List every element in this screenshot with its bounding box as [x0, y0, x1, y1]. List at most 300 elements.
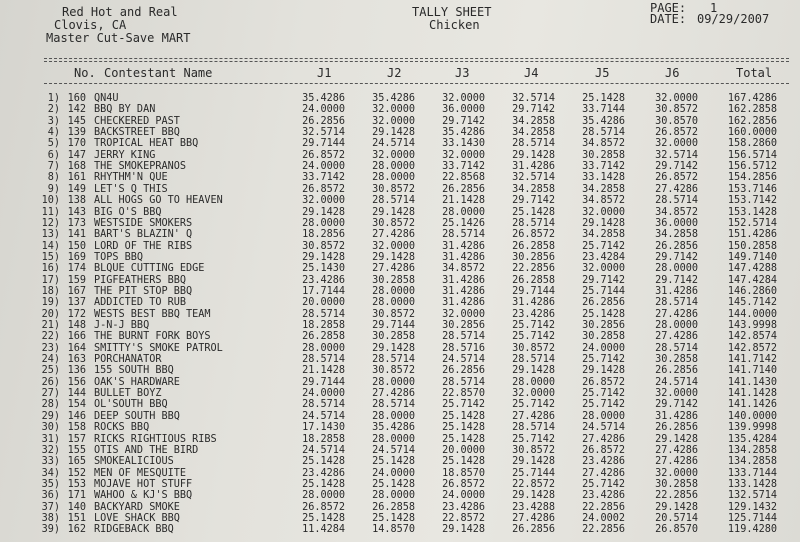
judge-5-score: 34.8572 — [582, 138, 625, 150]
judge-3-score: 31.4286 — [442, 297, 485, 309]
judge-3-score: 28.5716 — [442, 342, 485, 354]
judge-1-score: 26.8572 — [302, 149, 345, 161]
contestant-name: WAHOO & KJ'S BBQ — [94, 490, 193, 502]
contestant-name: LORD OF THE RIBS — [94, 240, 193, 252]
judge-3-score: 26.8572 — [442, 478, 485, 490]
judge-4-score: 29.1428 — [512, 456, 555, 468]
judge-2-score: 28.5714 — [372, 399, 415, 411]
judge-3-score: 33.1430 — [442, 138, 485, 150]
contestant-number: 141 — [67, 229, 86, 241]
judge-2-score: 28.0000 — [372, 433, 415, 445]
table-row — [0, 490, 800, 502]
judge-2-score: 32.0000 — [372, 104, 415, 116]
total-score: 132.5714 — [727, 490, 777, 502]
judge-2-score: 29.1428 — [372, 251, 415, 263]
judge-3-score: 22.8570 — [442, 388, 485, 400]
header-rule-top — [44, 58, 789, 59]
judge-2-score: 27.4286 — [372, 388, 415, 400]
judge-2-score: 28.0000 — [372, 172, 415, 184]
judge-4-score: 28.0000 — [512, 376, 555, 388]
contestant-name: BLQUE CUTTING EDGE — [94, 263, 205, 275]
judge-6-score: 30.2858 — [655, 478, 698, 490]
contestant-number: 149 — [67, 183, 86, 195]
judge-5-score: 25.7144 — [582, 285, 625, 297]
judge-5-score: 24.5714 — [582, 422, 625, 434]
judge-6-score: 27.4286 — [655, 331, 698, 343]
judge-1-score: 24.5714 — [302, 444, 345, 456]
judge-4-score: 25.1428 — [512, 206, 555, 218]
col-header-j5: J5 — [595, 66, 610, 80]
page-number: 1 — [710, 1, 718, 15]
table-row — [0, 93, 800, 105]
total-score: 139.9998 — [727, 422, 777, 434]
judge-6-score: 28.0000 — [655, 263, 698, 275]
judge-4-score: 25.7142 — [512, 433, 555, 445]
judge-4-score: 29.1428 — [512, 490, 555, 502]
table-row — [0, 275, 800, 287]
contestant-name: ALL HOGS GO TO HEAVEN — [94, 195, 223, 207]
judge-3-score: 22.8572 — [442, 512, 485, 524]
total-score: 147.4284 — [727, 274, 777, 286]
judge-5-score: 26.2856 — [582, 297, 625, 309]
col-header-no: No. — [74, 66, 96, 80]
judge-3-score: 36.0000 — [442, 104, 485, 116]
judge-6-score: 26.8572 — [655, 127, 698, 139]
judge-6-score: 27.4286 — [655, 308, 698, 320]
contestant-number: 163 — [67, 354, 86, 366]
contestant-number: 173 — [67, 217, 86, 229]
contestant-name: TROPICAL HEAT BBQ — [94, 138, 199, 150]
total-score: 146.2860 — [727, 285, 777, 297]
row-rank: 33) — [41, 456, 60, 468]
judge-5-score: 24.0002 — [582, 512, 625, 524]
judge-2-score: 30.2858 — [372, 274, 415, 286]
row-rank: 11) — [41, 206, 60, 218]
judge-6-score: 28.5714 — [655, 297, 698, 309]
table-row — [0, 502, 800, 514]
judge-1-score: 18.2856 — [302, 229, 345, 241]
judge-6-score: 31.4286 — [655, 410, 698, 422]
judge-3-score: 20.0000 — [442, 444, 485, 456]
judge-2-score: 25.1428 — [372, 478, 415, 490]
table-row — [0, 445, 800, 457]
row-rank: 2) — [47, 104, 60, 116]
judge-3-score: 26.2856 — [442, 183, 485, 195]
judge-4-score: 25.7142 — [512, 331, 555, 343]
row-rank: 4) — [47, 127, 60, 139]
contestant-name: DEEP SOUTH BBQ — [94, 410, 180, 422]
judge-3-score: 22.8568 — [442, 172, 485, 184]
judge-2-score: 35.4286 — [372, 422, 415, 434]
contestant-number: 169 — [67, 251, 86, 263]
table-row — [0, 377, 800, 389]
row-rank: 17) — [41, 274, 60, 286]
judge-4-score: 32.5714 — [512, 172, 555, 184]
table-row — [0, 127, 800, 139]
judge-2-score: 30.8572 — [372, 365, 415, 377]
judge-5-score: 25.7142 — [582, 240, 625, 252]
col-header-j2: J2 — [387, 66, 402, 80]
judge-4-score: 28.5714 — [512, 138, 555, 150]
judge-6-score: 29.7142 — [655, 251, 698, 263]
table-row — [0, 513, 800, 525]
judge-1-score: 23.4286 — [302, 467, 345, 479]
judge-4-score: 23.4286 — [512, 308, 555, 320]
judge-2-score: 28.5714 — [372, 195, 415, 207]
judge-2-score: 14.8570 — [372, 524, 415, 536]
judge-1-score: 28.0000 — [302, 490, 345, 502]
row-rank: 14) — [41, 240, 60, 252]
table-row — [0, 229, 800, 241]
judge-1-score: 20.0000 — [302, 297, 345, 309]
row-rank: 32) — [41, 444, 60, 456]
judge-1-score: 26.8572 — [302, 183, 345, 195]
judge-4-score: 29.1428 — [512, 365, 555, 377]
table-row — [0, 161, 800, 173]
judge-6-score: 29.7142 — [655, 274, 698, 286]
judge-5-score: 32.0000 — [582, 206, 625, 218]
total-score: 135.4284 — [727, 433, 777, 445]
judge-1-score: 35.4286 — [302, 93, 345, 104]
judge-4-score: 30.8572 — [512, 444, 555, 456]
judge-2-score: 30.8572 — [372, 183, 415, 195]
contestant-number: 144 — [67, 388, 86, 400]
judge-4-score: 31.4286 — [512, 161, 555, 173]
judge-3-score: 23.4286 — [442, 501, 485, 513]
contestant-name: QN4U — [94, 93, 119, 104]
judge-3-score: 31.4286 — [442, 274, 485, 286]
judge-3-score: 28.5714 — [442, 229, 485, 241]
judge-5-score: 32.0000 — [582, 263, 625, 275]
judge-2-score: 27.4286 — [372, 263, 415, 275]
judge-6-score: 30.8572 — [655, 104, 698, 116]
judge-3-score: 25.1428 — [442, 456, 485, 468]
table-row — [0, 104, 800, 116]
judge-1-score: 23.4286 — [302, 274, 345, 286]
judge-3-score: 25.1428 — [442, 410, 485, 422]
contestant-number: 136 — [67, 365, 86, 377]
judge-3-score: 24.0000 — [442, 490, 485, 502]
judge-6-score: 34.8572 — [655, 206, 698, 218]
judge-4-score: 32.5714 — [512, 93, 555, 104]
contestant-number: 147 — [67, 149, 86, 161]
judge-5-score: 27.4286 — [582, 433, 625, 445]
judge-4-score: 25.7142 — [512, 399, 555, 411]
judge-1-score: 30.8572 — [302, 240, 345, 252]
judge-6-score: 32.0000 — [655, 467, 698, 479]
col-header-j1: J1 — [317, 66, 332, 80]
contestant-name: BULLET BOYZ — [94, 388, 162, 400]
total-score: 134.2858 — [727, 456, 777, 468]
contestant-number: 167 — [67, 285, 86, 297]
table-row — [0, 252, 800, 264]
org-name: Red Hot and Real — [62, 5, 178, 19]
judge-1-score: 28.0000 — [302, 217, 345, 229]
judge-2-score: 32.0000 — [372, 240, 415, 252]
judge-1-score: 32.0000 — [302, 195, 345, 207]
judge-1-score: 18.2858 — [302, 433, 345, 445]
contestant-name: RICKS RIGHTIOUS RIBS — [94, 433, 217, 445]
total-score: 156.5714 — [727, 149, 777, 161]
judge-6-score: 28.0000 — [655, 320, 698, 331]
row-rank: 27) — [41, 388, 60, 400]
judge-5-score: 23.4286 — [582, 456, 625, 468]
judge-2-score: 29.1428 — [372, 342, 415, 354]
row-rank: 12) — [41, 217, 60, 229]
table-row — [0, 456, 800, 468]
judge-2-score: 32.0000 — [372, 149, 415, 161]
judge-6-score: 32.5714 — [655, 149, 698, 161]
judge-6-score: 26.2856 — [655, 240, 698, 252]
contestant-name: BACKYARD SMOKE — [94, 501, 180, 513]
total-score: 141.7140 — [727, 365, 777, 377]
contestant-number: 142 — [67, 104, 86, 116]
contestant-name: MOJAVE HOT STUFF — [94, 478, 193, 490]
judge-4-score: 25.7144 — [512, 467, 555, 479]
judge-5-score: 33.7144 — [582, 104, 625, 116]
judge-6-score: 34.2858 — [655, 229, 698, 241]
col-header-contestant: Contestant Name — [104, 66, 213, 80]
judge-4-score: 26.8572 — [512, 229, 555, 241]
row-rank: 13) — [41, 229, 60, 241]
judge-1-score: 26.8572 — [302, 501, 345, 513]
judge-5-score: 25.1428 — [582, 93, 625, 104]
judge-5-score: 27.4286 — [582, 467, 625, 479]
judge-2-score: 26.2858 — [372, 501, 415, 513]
judge-6-score: 20.5714 — [655, 512, 698, 524]
contestant-name: JERRY KING — [94, 149, 156, 161]
judge-1-score: 17.1430 — [302, 422, 345, 434]
judge-2-score: 32.0000 — [372, 115, 415, 127]
col-header-j3: J3 — [455, 66, 470, 80]
judge-1-score: 17.7144 — [302, 285, 345, 297]
row-rank: 15) — [41, 251, 60, 263]
judge-4-score: 28.5714 — [512, 217, 555, 229]
table-row — [0, 411, 800, 423]
total-score: 151.4286 — [727, 229, 777, 241]
table-row — [0, 184, 800, 196]
judge-2-score: 27.4286 — [372, 229, 415, 241]
judge-5-score: 25.7142 — [582, 478, 625, 490]
contestant-number: 158 — [67, 422, 86, 434]
judge-2-score: 28.0000 — [372, 285, 415, 297]
contestant-name: CHECKERED PAST — [94, 115, 180, 127]
judge-3-score: 33.7142 — [442, 161, 485, 173]
judge-5-score: 30.2858 — [582, 331, 625, 343]
contestant-name: WESTS BEST BBQ TEAM — [94, 308, 211, 320]
contestant-name: BACKSTREET BBQ — [94, 127, 180, 139]
judge-2-score: 25.1428 — [372, 456, 415, 468]
judge-6-score: 26.2856 — [655, 422, 698, 434]
total-score: 133.7144 — [727, 467, 777, 479]
row-rank: 8) — [47, 172, 60, 184]
row-rank: 35) — [41, 478, 60, 490]
judge-1-score: 25.1430 — [302, 263, 345, 275]
table-row — [0, 331, 800, 343]
contestant-name: OTIS AND THE BIRD — [94, 444, 199, 456]
contestant-name: J-N-J BBQ — [94, 320, 150, 331]
judge-1-score: 29.7144 — [302, 138, 345, 150]
row-rank: 19) — [41, 297, 60, 309]
row-rank: 18) — [41, 285, 60, 297]
table-row — [0, 218, 800, 230]
judge-4-score: 26.2858 — [512, 240, 555, 252]
contestant-number: 148 — [67, 320, 86, 331]
contestant-name: TOPS BBQ — [94, 251, 144, 263]
table-row — [0, 354, 800, 366]
judge-3-score: 31.4286 — [442, 240, 485, 252]
contestant-number: 165 — [67, 456, 86, 468]
judge-5-score: 28.0000 — [582, 410, 625, 422]
judge-1-score: 25.1428 — [302, 456, 345, 468]
judge-1-score: 28.5714 — [302, 354, 345, 366]
judge-2-score: 29.1428 — [372, 206, 415, 218]
total-score: 142.8572 — [727, 342, 777, 354]
judge-2-score: 24.5714 — [372, 444, 415, 456]
table-row — [0, 388, 800, 400]
judge-5-score: 25.7142 — [582, 388, 625, 400]
judge-2-score: 35.4286 — [372, 93, 415, 104]
judge-5-score: 28.5714 — [582, 127, 625, 139]
contestant-name: BART'S BLAZIN' Q — [94, 229, 193, 241]
table-row — [0, 286, 800, 298]
table-row — [0, 297, 800, 309]
contestant-name: THE SMOKEPRANOS — [94, 161, 187, 173]
contestant-name: THE PIT STOP BBQ — [94, 285, 193, 297]
contestant-number: 143 — [67, 206, 86, 218]
row-rank: 3) — [47, 115, 60, 127]
judge-4-score: 22.2856 — [512, 263, 555, 275]
contestant-name: SMITTY'S SMOKE PATROL — [94, 342, 223, 354]
row-rank: 22) — [41, 331, 60, 343]
row-rank: 21) — [41, 320, 60, 331]
judge-6-score: 29.1428 — [655, 433, 698, 445]
contestant-number: 145 — [67, 115, 86, 127]
total-score: 141.1430 — [727, 376, 777, 388]
judge-4-score: 27.4286 — [512, 410, 555, 422]
table-row — [0, 138, 800, 150]
contestant-number: 164 — [67, 342, 86, 354]
judge-2-score: 28.0000 — [372, 376, 415, 388]
judge-3-score: 21.1428 — [442, 195, 485, 207]
contestant-number: 151 — [67, 512, 86, 524]
judge-3-score: 29.1428 — [442, 524, 485, 536]
judge-3-score: 34.8572 — [442, 263, 485, 275]
contestant-name: THE BURNT FORK BOYS — [94, 331, 211, 343]
contestant-number: 153 — [67, 478, 86, 490]
judge-4-score: 28.5714 — [512, 422, 555, 434]
judge-2-score: 24.0000 — [372, 467, 415, 479]
contestant-name: BBQ BY DAN — [94, 104, 156, 116]
total-score: 154.2856 — [727, 172, 777, 184]
table-row — [0, 172, 800, 184]
judge-2-score: 30.2858 — [372, 331, 415, 343]
judge-5-score: 26.8572 — [582, 376, 625, 388]
judge-5-score: 29.7142 — [582, 274, 625, 286]
judge-4-score: 23.4288 — [512, 501, 555, 513]
contestant-number: 159 — [67, 274, 86, 286]
judge-5-score: 23.4286 — [582, 490, 625, 502]
contestant-number: 160 — [67, 93, 86, 104]
contestant-name: ADDICTED TO RUB — [94, 297, 187, 309]
judge-1-score: 26.2856 — [302, 115, 345, 127]
total-score: 162.2858 — [727, 104, 777, 116]
judge-4-score: 26.2856 — [512, 524, 555, 536]
judge-3-score: 25.7142 — [442, 399, 485, 411]
judge-2-score: 28.0000 — [372, 161, 415, 173]
total-score: 119.4280 — [727, 524, 777, 536]
judge-3-score: 30.2856 — [442, 320, 485, 331]
judge-1-score: 29.1428 — [302, 251, 345, 263]
total-score: 147.4288 — [727, 263, 777, 275]
total-score: 141.1428 — [727, 388, 777, 400]
judge-2-score: 29.7144 — [372, 320, 415, 331]
judge-6-score: 29.7142 — [655, 399, 698, 411]
judge-6-score: 30.2858 — [655, 354, 698, 366]
contestant-name: BIG O'S BBQ — [94, 206, 162, 218]
total-score: 152.5714 — [727, 217, 777, 229]
judge-4-score: 25.7142 — [512, 320, 555, 331]
col-header-j4: J4 — [524, 66, 539, 80]
judge-1-score: 24.5714 — [302, 410, 345, 422]
judge-3-score: 25.1428 — [442, 422, 485, 434]
contestant-number: 172 — [67, 308, 86, 320]
row-rank: 39) — [41, 524, 60, 536]
contestant-name: RIDGEBACK BBQ — [94, 524, 174, 536]
judge-6-score: 26.8572 — [655, 172, 698, 184]
contestant-number: 152 — [67, 467, 86, 479]
judge-3-score: 32.0000 — [442, 93, 485, 104]
row-rank: 26) — [41, 376, 60, 388]
table-row — [0, 479, 800, 491]
table-row — [0, 365, 800, 377]
judge-1-score: 25.1428 — [302, 512, 345, 524]
table-row — [0, 524, 800, 536]
total-score: 153.7142 — [727, 195, 777, 207]
judge-1-score: 33.7142 — [302, 172, 345, 184]
row-rank: 37) — [41, 501, 60, 513]
judge-4-score: 28.5714 — [512, 354, 555, 366]
table-row — [0, 468, 800, 480]
total-score: 140.0000 — [727, 410, 777, 422]
judge-5-score: 22.2856 — [582, 524, 625, 536]
judge-1-score: 28.5714 — [302, 308, 345, 320]
contestant-number: 139 — [67, 127, 86, 139]
judge-6-score: 31.4286 — [655, 285, 698, 297]
judge-3-score: 28.5714 — [442, 376, 485, 388]
judge-5-score: 34.8572 — [582, 195, 625, 207]
table-row — [0, 422, 800, 434]
judge-5-score: 24.0000 — [582, 342, 625, 354]
contestant-number: 162 — [67, 524, 86, 536]
judge-2-score: 28.0000 — [372, 490, 415, 502]
judge-2-score: 28.0000 — [372, 297, 415, 309]
total-score: 160.0000 — [727, 127, 777, 139]
table-row — [0, 241, 800, 253]
judge-5-score: 25.7142 — [582, 399, 625, 411]
sheet-title: TALLY SHEET — [412, 5, 492, 19]
judge-1-score: 24.0000 — [302, 388, 345, 400]
total-score: 145.7142 — [727, 297, 777, 309]
judge-4-score: 30.8572 — [512, 342, 555, 354]
total-score: 144.0000 — [727, 308, 777, 320]
contestant-number: 171 — [67, 490, 86, 502]
judge-4-score: 27.4286 — [512, 512, 555, 524]
judge-2-score: 29.1428 — [372, 127, 415, 139]
judge-1-score: 29.7144 — [302, 376, 345, 388]
judge-5-score: 29.1428 — [582, 217, 625, 229]
table-row — [0, 434, 800, 446]
